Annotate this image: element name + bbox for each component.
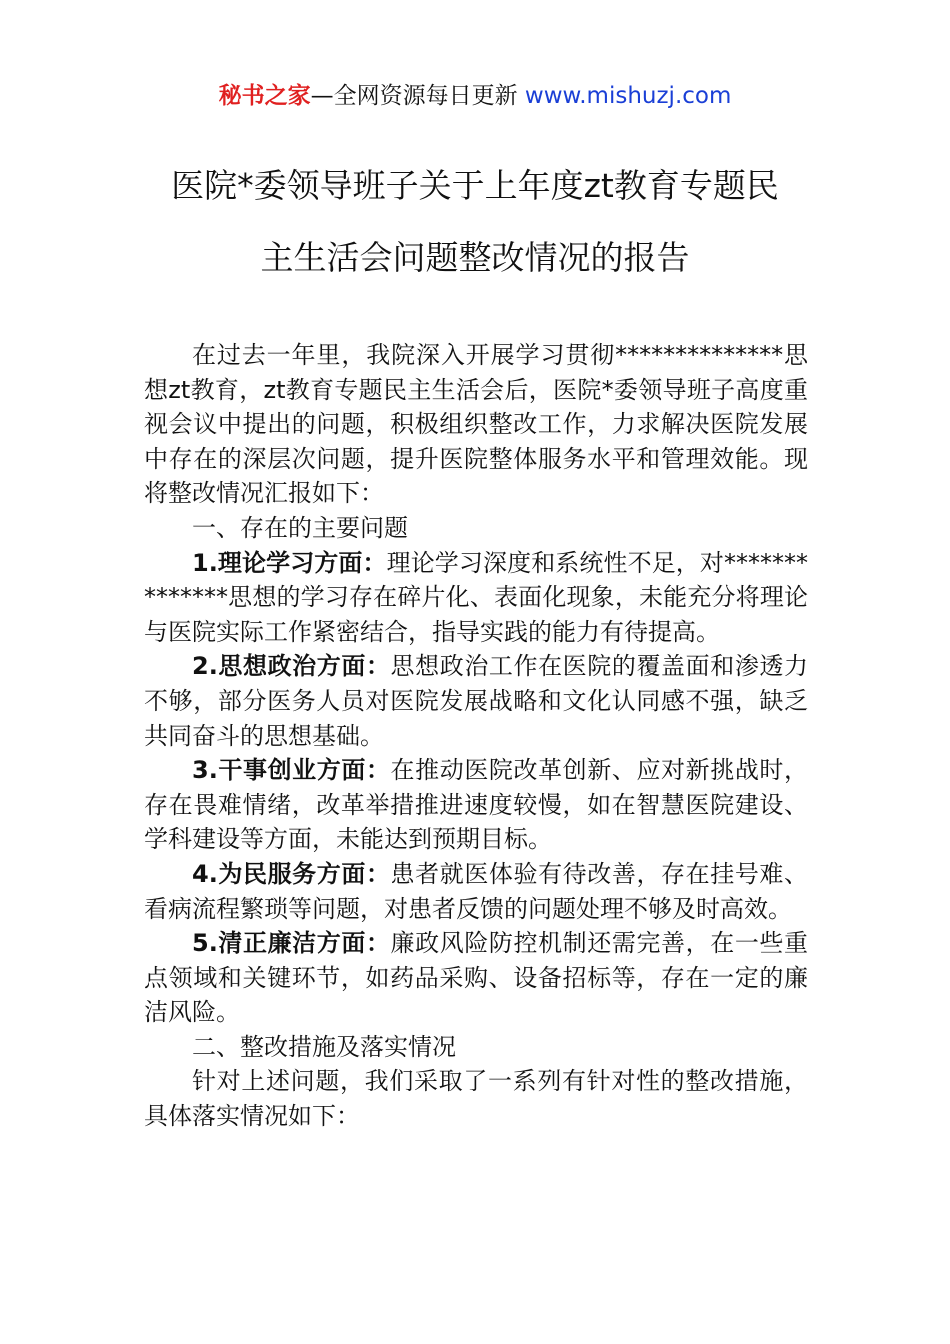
problem-item-text: 思想政治工作在医院的覆盖面和渗透力不够，部分医务人员对医院发展战略和文化认同感不强，缺乏共同奋斗的思想基础。 <box>144 652 808 750</box>
problem-item-label: 4.为民服务方面： <box>192 859 391 888</box>
problem-item-service <box>144 857 808 926</box>
site-tagline: —全网资源每日更新 <box>310 83 518 109</box>
problem-item-label: 5.清正廉洁方面： <box>192 929 391 958</box>
site-brand: 秘书之家 <box>218 83 311 109</box>
problem-item-text: 患者就医体验有待改善，存在挂号难、看病流程繁琐等问题，对患者反馈的问题处理不够及时高效。 <box>144 859 808 923</box>
problem-item-text: 理论学习深度和系统性不足，对**************思想的学习存在碎片化、表面化现象，未能充分将理论与医院实际工作紧密结合，指导实践的能力有待提高。 <box>144 548 808 646</box>
problem-item-ideology <box>144 649 808 753</box>
problem-item-text: 在推动医院改革创新、应对新挑战时，存在畏难情绪，改革举措推进速度较慢，如在智慧医院建设、学科建设等方面，未能达到预期目标。 <box>144 756 808 854</box>
problem-item-label: 1.理论学习方面： <box>192 548 387 577</box>
problem-item-label: 3.干事创业方面： <box>192 756 391 785</box>
document-title-line-1: 医院*委领导班子关于上年度zt教育专题民 <box>171 166 779 205</box>
problem-item-text: 廉政风险防控机制还需完善，在一些重点领域和关键环节，如药品采购、设备招标等，存在一定的廉洁风险。 <box>144 929 808 1027</box>
document-title-line-2: 主生活会问题整改情况的报告 <box>260 238 690 277</box>
document-title <box>40 150 910 294</box>
site-header <box>0 80 950 112</box>
intro-paragraph: 在过去一年里，我院深入开展学习贯彻**************思想zt教育，zt教育专题民主生活会后，医院*委领导班子高度重视会议中提出的问题，积极组织整改工作，力求解决医院发展中存在的深层次问题，提升医院整体服务水平和管理效能。现将整改情况汇报如下： <box>144 341 808 508</box>
section-heading-problems: 一、存在的主要问题 <box>192 513 408 542</box>
problem-item-work <box>144 753 808 857</box>
measures-intro-paragraph: 针对上述问题，我们采取了一系列有针对性的整改措施，具体落实情况如下： <box>144 1067 808 1131</box>
problem-item-theory <box>144 546 808 650</box>
problem-item-integrity <box>144 926 808 1030</box>
document-body <box>144 338 808 1134</box>
problem-item-label: 2.思想政治方面： <box>192 652 391 681</box>
site-url-link[interactable]: www.mishuzj.com <box>524 83 732 109</box>
section-heading-measures: 二、整改措施及落实情况 <box>192 1032 456 1061</box>
